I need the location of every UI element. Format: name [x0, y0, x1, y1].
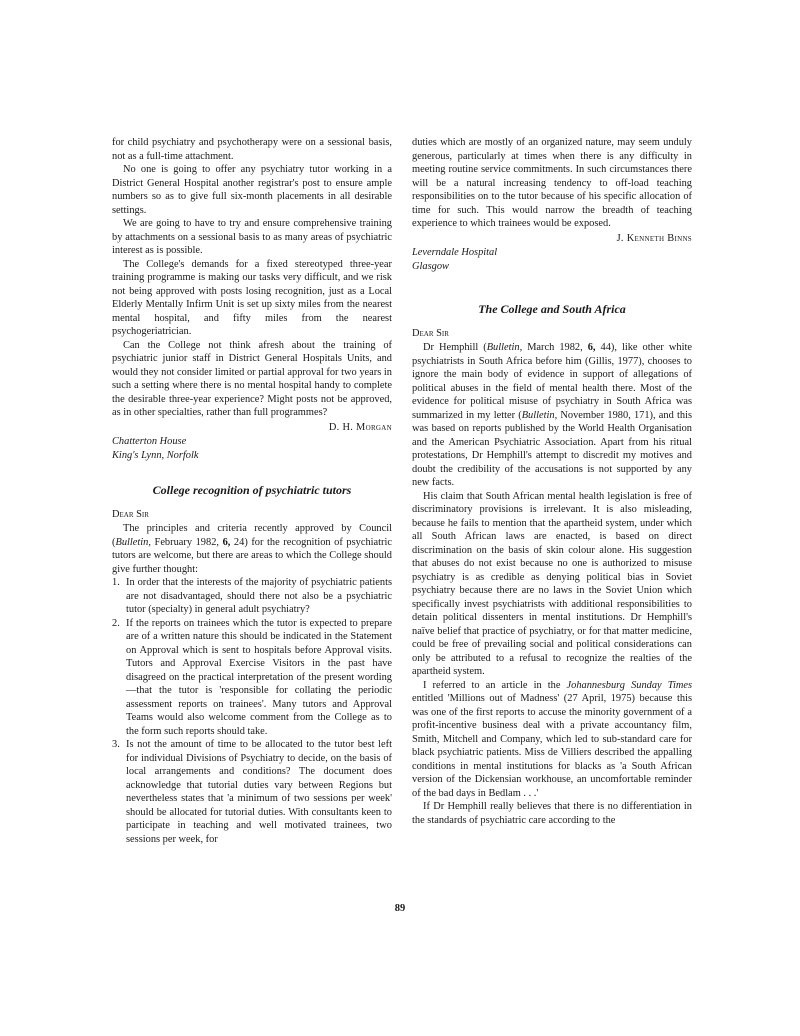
paragraph: Dr Hemphill (Bulletin, March 1982, 6, 44), like other white psychiatrists in South Africa before him (Gillis, 1977), chooses to ignore the main body of evidence in support of allegations of political abuses in the field of mental health there. Most of the evidence for political misuse of psychiatry in South Africa was summarized in my letter (Bulletin, November 1980, 171), and this was based on reports published by the World Health Organisation and the American Psychiatric Association. Apart from his ritual protestations, Dr Hemphill's attempt to discredit my motives and doubt the credibility of the accusations is not supported by any new facts.	[412, 342, 692, 488]
paragraph: duties which are mostly of an organized nature, may seem unduly generous, particularly at times when there is any difficulty in meeting routine service commitments. In such circumstances there will be a natural increasing tendency to off-load teaching responsibilities on to the tutor because of his specific allocation of time for such. This would narrow the breadth of teaching experience to which trainees would be exposed.	[412, 137, 692, 229]
paragraph: If Dr Hemphill really believes that there is no differentiation in the standards of psychiatric care according to the	[412, 801, 692, 826]
list-item: 3. Is not the amount of time to be allocated to the tutor best left for individual Divisions of Psychiatry to decide, on the basis of local arrangements and conditions? The document does acknowledge that tutorial duties vary between Regions but nevertheless states that 'a minimum of two sessions per week' should be allocated for tutorial duties. With consultants keen to participate in teaching and well motivated trainees, two sessions per week, for	[112, 739, 392, 845]
address-line: Glasgow	[412, 260, 449, 272]
paragraph: The College's demands for a fixed stereotyped three-year training programme is making our tasks very difficult, and we risk not being approved with posts losing recognition, just as a Local Elderly Mentally Infirm Unit is set up sixty miles from the nearest mental hospital, and fifty miles from the nearest psychogeriatrician.	[112, 258, 392, 337]
paragraph: No one is going to offer any psychiatry tutor working in a District General Hospital another registrar's post to ensure ample numbers so as to give full six-month placements in all desirable settings.	[112, 164, 392, 216]
letter-signature: D. H. Morgan	[328, 421, 392, 433]
paragraph: The principles and criteria recently approved by Council (Bulletin, February 1982, 6, 24) for the recognition of psychiatric tutors are welcome, but there are areas to which the College should give further thought:	[112, 523, 392, 575]
salutation: Dear Sir	[112, 508, 149, 520]
address-line: Chatterton House	[112, 436, 187, 447]
paragraph: His claim that South African mental health legislation is free of discriminatory provisions is irrelevant. It is also misleading, because he fails to mention that the apartheid system, under which all South African laws are enacted, is based on direct discrimination on the basis of skin colour alone. His suggestion that abuses do not exist because no one is authorized to misuse psychiatry is as credible as denying political bias in Soviet psychiatry because there are no laws in the Soviet Union which specifically invest psychiatrists with additional responsibilities to detain political dissenters in mental institutions. Dr Hemphill's naïve belief that practice of psychiatry, or for that matter medicine, could be free of prevailing social and political considerations can only be attributed to a refusal to recognize the realties of the apartheid system.	[412, 490, 692, 677]
section-heading: The College and South Africa	[478, 302, 626, 316]
paragraph: Can the College not think afresh about the training of psychiatric junior staff in District General Hospitals Units, and would they not consider limited or partial approval for two years in such a setting where there is no mental hospital handy to complete the desirable three-year experience? Might posts not be approved, as in other specialties, rather than full programmes?	[112, 339, 392, 418]
page-number: 89	[394, 903, 406, 914]
left-column	[112, 136, 392, 846]
numbered-list	[112, 576, 392, 846]
paragraph: for child psychiatry and psychotherapy were on a sessional basis, not as a full-time attachment.	[112, 137, 392, 162]
address-line: King's Lynn, Norfolk	[112, 449, 199, 461]
paragraph: I referred to an article in the Johannesburg Sunday Times entitled 'Millions out of Madness' (27 April, 1975) because this was one of the first reports to accuse the minority government of a profit-incentive business deal with a private accountancy film, Smith, Mitchell and Company, which led to sub-standard care for black psychiatric patients. Miss de Villiers described the appalling conditions in mental institutions for blacks as 'a South African version of the Dickensian workhouse, an uncomfortable reminder of the bad days in Bedlam . . .'	[412, 679, 692, 799]
salutation: Dear Sir	[412, 327, 449, 339]
right-column	[412, 136, 692, 827]
list-item: 1. In order that the interests of the majority of psychiatric patients are not disadvantaged, should there not also be a psychiatric tutor (specialty) in general adult psychiatry?	[112, 577, 392, 615]
letter-signature: J. Kenneth Binns	[616, 232, 692, 244]
address-line: Leverndale Hospital	[412, 247, 498, 258]
list-item: 2. If the reports on trainees which the tutor is expected to prepare are of a written nature this should be indicated in the Statement on Approval which is sent to hospitals before Approval visits. Tutors and Approval Exercise Visitors in the past have disagreed on the practical interpretation of the present wording—that the tutor is 'responsible for collating the periodic assessment reports on trainees'. Many tutors and Approval Teams would also welcome comment from the College as to the form such reports should take.	[112, 617, 392, 737]
paragraph: We are going to have to try and ensure comprehensive training by attachments on a sessional basis to as many areas of psychiatric interest as is possible.	[112, 218, 392, 256]
section-heading: College recognition of psychiatric tutors	[152, 483, 352, 497]
